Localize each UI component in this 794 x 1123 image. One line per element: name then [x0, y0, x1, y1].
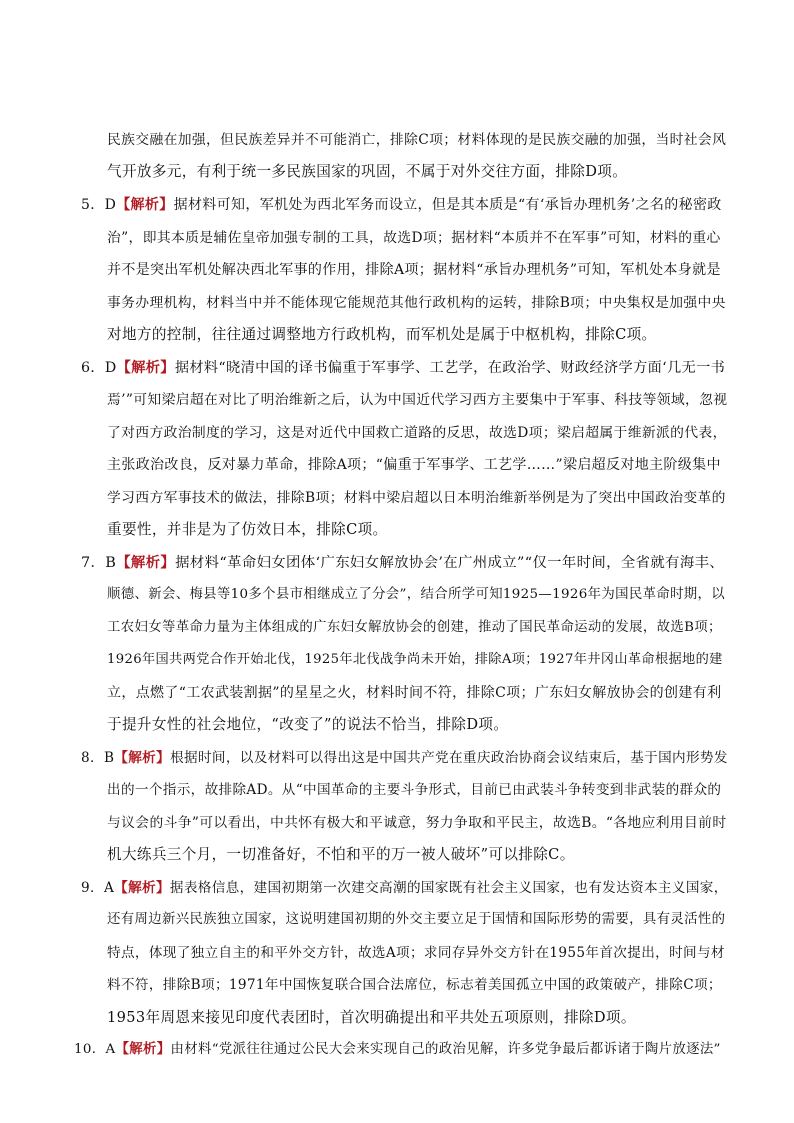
answer-letter: A: [103, 880, 115, 896]
explanation-line: 治”，即其本质是辅佐皇帝加强专制的工具，故选D项；据材料“本质并不在军事”可知，材料的重心: [107, 230, 721, 246]
explanation-line: 对地方的控制，往往通过调整地方行政机构，而军机处是属于中枢机构，排除C项。: [107, 326, 657, 343]
explanation-line: 立，点燃了“工农武装割据”的星星之火，材料时间不符，排除C项；广东妇女解放协会的创建有利: [107, 685, 722, 701]
analysis-tag: 【解析】: [116, 360, 175, 376]
answer-letter: D: [104, 197, 117, 213]
explanation-text: 据材料“晓清中国的译书偏重于军事学、工艺学，在政治学、财政经济学方面‘几无一书: [174, 360, 726, 376]
explanation-line: 与议会的斗争”可以看出，中共怀有极大和平诚意，努力争取和平民主，故选B。“各地应利用目前时: [107, 815, 727, 831]
explanation-line: 并不是突出军机处解决西北军事的作用，排除A项；据材料“承旨办理机务”可知，军机处本身就是: [107, 262, 721, 278]
answer-letter: B: [105, 555, 117, 571]
explanation-line: 特点，体现了独立自主的和平外交方针，故选A项；求同存异外交方针在1955年首次提出，时间与材: [107, 945, 725, 961]
explanation-line: 工农妇女等革命力量为主体组成的广东妇女解放协会的创建，推动了国民革命运动的发展，故选B项；: [107, 620, 722, 635]
answer-item-8-head: [81, 748, 728, 768]
explanation-line: 1953年周恩来接见印度代表团时，首次明确提出和平共处五项原则，排除D项。: [107, 1009, 636, 1026]
answer-letter: B: [103, 750, 115, 766]
explanation-line: 1926年国共两党合作开始北伐，1925年北伐战争尚未开始，排除A项；1927年井冈山革命根据地的建: [107, 652, 723, 667]
item-number: 5．: [81, 197, 105, 213]
explanation-line: 了对西方政治制度的学习，这是对近代中国救亡道路的反思，故选D项；梁启超属于维新派的代表，: [107, 425, 727, 441]
continuation-line: 气开放多元，有利于统一多民族国家的巩固，不属于对外交往方面，排除D项。: [107, 163, 628, 180]
analysis-tag: 【解析】: [114, 750, 171, 766]
explanation-text: 根据时间，以及材料可以得出这是中国共产党在重庆政治协商会议结束后，基于国内形势发: [170, 750, 728, 766]
analysis-tag: 【解析】: [114, 880, 170, 896]
answer-item-7-head: [81, 553, 724, 573]
analysis-tag: 【解析】: [116, 555, 176, 571]
explanation-line: 重要性，并非是为了仿效日本，排除C项。: [107, 521, 388, 538]
answer-item-10-head: [74, 1040, 721, 1060]
item-number: 7．: [81, 555, 106, 571]
explanation-line: 于提升女性的社会地位，“改变了”的说法不恰当，排除D项。: [107, 716, 509, 733]
explanation-text: 据表格信息，建国初期第一次建交高潮的国家既有社会主义国家，也有发达资本主义国家，: [169, 880, 728, 896]
explanation-line: 料不符，排除B项；1971年中国恢复联合国合法席位，标志着美国孤立中国的政策破产，排除C项；: [107, 977, 722, 993]
explanation-line: 机大练兵三个月，一切准备好，不怕和平的万一被人破坏”可以排除C。: [107, 846, 575, 863]
continuation-line: 民族交融在加强，但民族差异并不可能消亡，排除C项；材料体现的是民族交融的加强，当时社会风: [107, 132, 727, 148]
item-number: 9．: [81, 880, 104, 896]
answer-item-6-head: [81, 358, 725, 378]
answer-letter: A: [105, 1042, 116, 1057]
explanation-text: 由材料“党派往往通过公民大会来实现自己的政治见解，许多党争最后都诉诸于陶片放逐法”: [170, 1042, 721, 1057]
analysis-tag: 【解析】: [115, 1042, 171, 1057]
item-number: 6．: [81, 360, 105, 376]
explanation-line: 焉’”可知梁启超在对比了明治维新之后，认为中国近代学习西方主要集中于军事、科技等领域，忽视: [107, 392, 728, 408]
answer-item-5-head: [81, 195, 722, 215]
item-number: 10．: [74, 1042, 106, 1057]
answer-letter: D: [104, 360, 117, 376]
answer-item-9-head: [81, 878, 728, 898]
explanation-line: 还有周边新兴民族独立国家，这说明建国初期的外交主要立足于国情和国际形势的需要，具有灵活性的: [107, 912, 726, 927]
explanation-line: 顺德、新会、梅县等10多个县市相继成立了分会”，结合所学可知1925—1926年为国民革命时期，以: [107, 587, 726, 602]
explanation-line: 事务办理机构，材料当中并不能体现它能规范其他行政机构的运转，排除B项；中央集权是加强中央: [107, 295, 726, 311]
explanation-line: 主张政治改良，反对暴力革命，排除A项；“偏重于军事学、工艺学……”梁启超反对地主阶级集中: [107, 457, 721, 473]
analysis-tag: 【解析】: [116, 197, 174, 213]
explanation-text: 据材料“革命妇女团体‘广东妇女解放协会’在广州成立”“仅一年时间，全省就有海丰、: [175, 555, 725, 571]
explanation-line: 出的一个指示，故排除AD。从“中国革命的主要斗争形式，目前已由武装斗争转变到非武装的群众的: [107, 782, 722, 798]
item-number: 8．: [81, 750, 104, 766]
explanation-line: 学习西方军事技术的做法，排除B项；材料中梁启超以日本明治维新举例是为了突出中国政治变革的: [107, 490, 726, 506]
explanation-text: 据材料可知，军机处为西北军务而设立，但是其本质是“有‘承旨办理机务’之名的秘密政: [173, 197, 722, 213]
